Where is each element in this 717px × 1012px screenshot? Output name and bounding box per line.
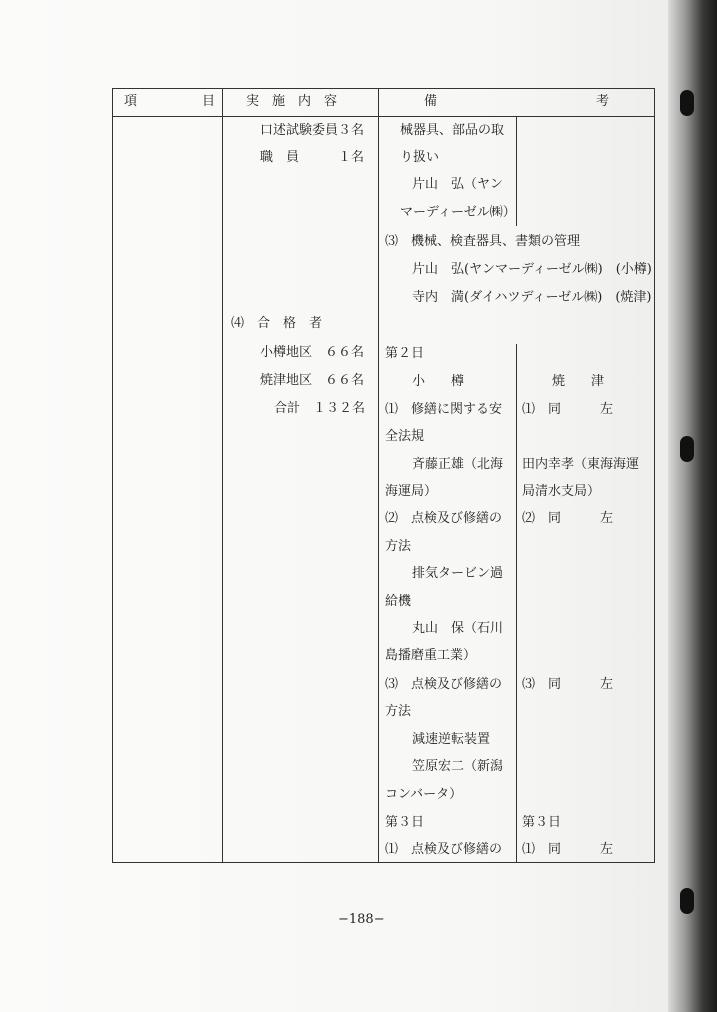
remark-line: ⑴ 修繕に関する安 (385, 402, 503, 417)
page-number: −188− (338, 912, 385, 927)
remark-line: ⑵ 点検及び修繕の (385, 511, 503, 526)
header-remark-char1: 備 (424, 94, 438, 109)
remark-line: 全法規 (385, 429, 425, 444)
header-item-char1: 項 (124, 94, 138, 109)
header-content: 実 施 内 容 (246, 94, 338, 109)
remark-line: ⑶ 点検及び修繕の (385, 677, 503, 692)
remark-line: ⑴ 同 左 (522, 842, 614, 857)
remark-line: 海運局） (385, 484, 438, 499)
content-line: 焼津地区 ６６名 (260, 373, 365, 388)
remark-line: 給機 (385, 594, 412, 609)
binder-ring-icon (680, 888, 694, 914)
content-line: 小樽地区 ６６名 (260, 345, 365, 360)
remark-line: 焼 津 (552, 374, 605, 389)
remark-line: 第２日 (385, 346, 425, 361)
remark-line: 片山 弘(ヤンマーディーゼル㈱) (小樽) (412, 262, 652, 277)
remark-line: ⑴ 点検及び修繕の (385, 842, 503, 857)
remark-line: 方法 (385, 704, 412, 719)
content-line: 口述試験委員３名 (260, 123, 365, 138)
remark-line: 笠原宏二（新潟 (412, 759, 504, 774)
remark-line: 斉藤正雄（北海 (412, 457, 504, 472)
column-divider-2 (378, 88, 379, 863)
content-line: 合計 １３２名 (274, 401, 366, 416)
remark-line: り扱い (400, 150, 440, 165)
remark-line: 排気タービン過 (412, 566, 504, 581)
column-divider-1 (222, 88, 223, 863)
table-bottom-border (112, 862, 655, 863)
remark-line: 片山 弘（ヤン (412, 177, 503, 192)
remark-line: 第３日 (522, 815, 562, 830)
table-right-border (654, 88, 655, 863)
binder-ring-icon (680, 90, 694, 116)
header-remark-char2: 考 (596, 94, 610, 109)
binder-ring-icon (680, 436, 694, 462)
remark-line: ⑵ 同 左 (522, 511, 614, 526)
content-line: ⑷ 合 格 者 (231, 316, 323, 331)
remark-line: 寺内 満(ダイハツディーゼル㈱) (焼津) (412, 290, 652, 305)
remark-line: 第３日 (385, 815, 425, 830)
remark-line: 局清水支局） (522, 484, 601, 499)
remark-line: ⑴ 同 左 (522, 402, 614, 417)
remark-line: ⑶ 機械、検査器具、書類の管理 (385, 234, 581, 249)
remark-line: 田内幸孝（東海海運 (522, 457, 640, 472)
header-bottom-border (112, 116, 655, 117)
table-left-border (112, 88, 113, 863)
remark-line: マーディーゼル㈱） (400, 205, 516, 220)
remark-line: コンバータ） (385, 787, 463, 802)
remark-line: 械器具、部品の取 (400, 123, 505, 138)
binder-spine (668, 0, 717, 1012)
remark-line: 島播磨重工業） (385, 648, 477, 663)
table-top-border (112, 88, 655, 89)
remark-subdivider-top (516, 116, 517, 226)
remark-line: 小 樽 (412, 374, 465, 389)
remark-line: ⑶ 同 左 (522, 677, 614, 692)
remark-line: 減速逆転装置 (412, 732, 491, 747)
content-line: 職 員 １名 (260, 150, 365, 165)
remark-line: 方法 (385, 539, 412, 554)
remark-line: 丸山 保（石川 (412, 621, 504, 636)
header-item-char2: 目 (202, 94, 216, 109)
remark-subdivider-bottom (516, 344, 517, 862)
